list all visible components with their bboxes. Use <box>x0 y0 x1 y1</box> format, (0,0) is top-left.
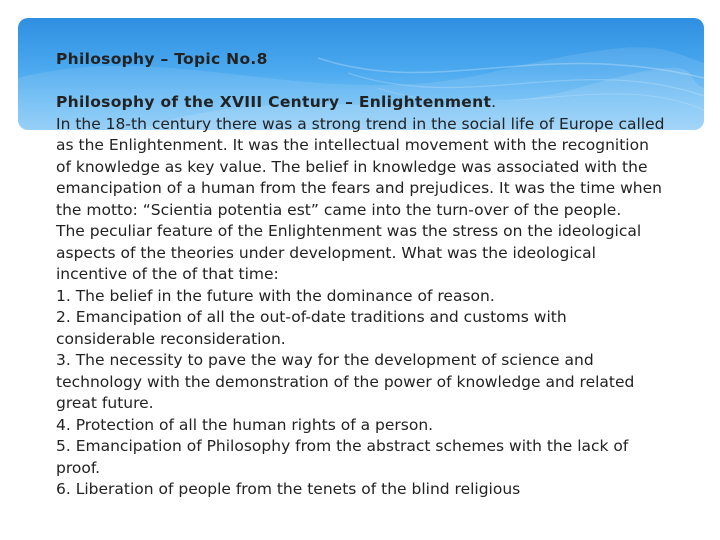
paragraph-feature: The peculiar feature of the Enlightenment was the stress on the ideological aspects of the theories under development. What was the ideological incentive of the of that time: <box>56 222 642 283</box>
list-item-2: 2. Emancipation of all the out-of-date traditions and customs with considerable reconsideration. <box>56 308 567 348</box>
slide-content <box>56 49 666 501</box>
blank-line <box>56 71 666 93</box>
paragraph-intro: In the 18-th century there was a strong trend in the social life of Europe called as the Enlightenment. It was the intellectual movement with the recognition of knowledge as key value. The belief in knowledge was associated with the emancipation of a human from the fears and prejudices. It was the time when the motto: “Scientia potentia est” came into the turn-over of the people. <box>56 114 665 219</box>
list-item-4: 4. Protection of all the human rights of a person. <box>56 415 434 434</box>
list-item-3: 3. The necessity to pave the way for the development of science and technology with the demonstration of the power of knowledge and related great future. <box>56 351 635 412</box>
section-heading-bold: Philosophy of the XVIII Century – Enlightenment <box>56 93 492 111</box>
topic-title: Philosophy – Topic No.8 <box>56 50 268 68</box>
list-item-1: 1. The belief in the future with the dominance of reason. <box>56 286 495 305</box>
section-heading-suffix: . <box>491 93 497 111</box>
section-heading <box>56 92 666 114</box>
list-item-6: 6. Liberation of people from the tenets of the blind religious <box>56 480 521 498</box>
list-item-5: 5. Emancipation of Philosophy from the abstract schemes with the lack of proof. <box>56 437 629 477</box>
